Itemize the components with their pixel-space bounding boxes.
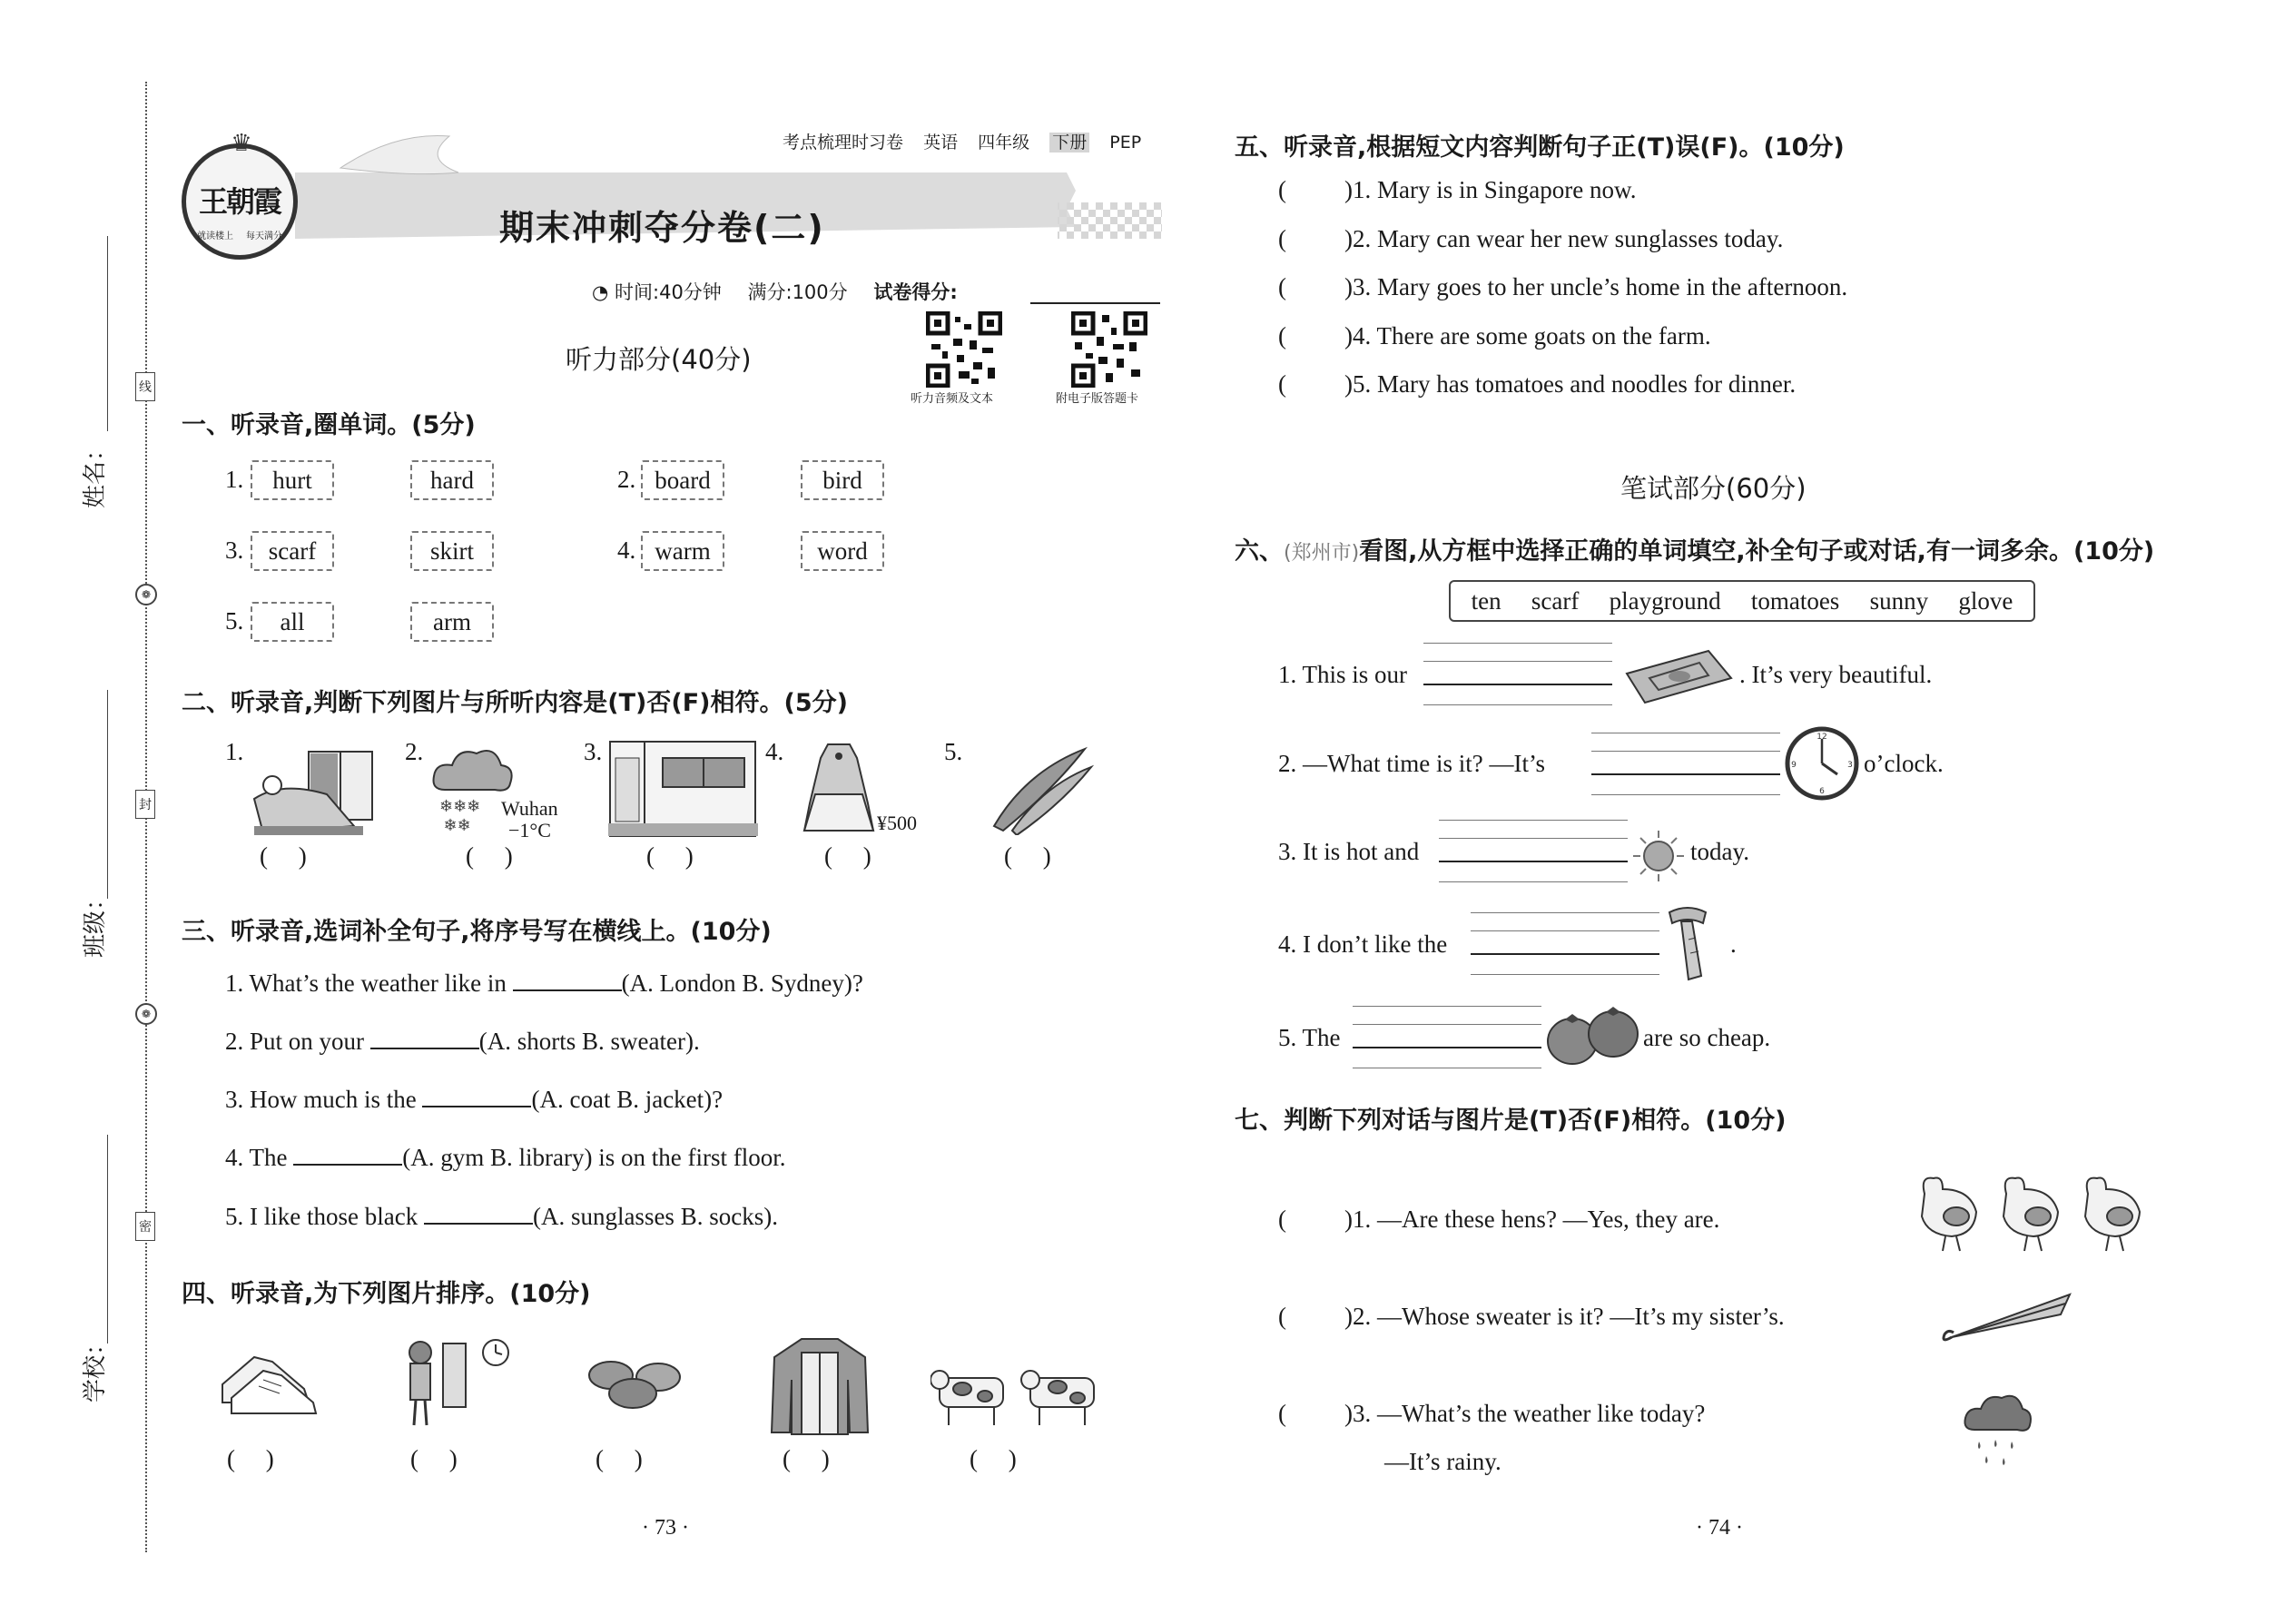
s6-guide-line bbox=[1471, 930, 1659, 931]
s7-paren-close-3: ) bbox=[1344, 1400, 1353, 1427]
margin-line-top bbox=[107, 236, 108, 431]
logo-slogan-left: 就读楼上 bbox=[197, 231, 233, 241]
s6-answer-line-4[interactable] bbox=[1471, 953, 1659, 955]
s3-item-2-before: 2. Put on your bbox=[225, 1028, 365, 1055]
s3-item-3 bbox=[225, 1086, 723, 1114]
s5-text-4: 4. There are some goats on the farm. bbox=[1353, 322, 1711, 349]
s6-title-post: 看图,从方框中选择正确的单词填空,补全句子或对话,有一词多余。(10分) bbox=[1359, 537, 2155, 566]
s1-word-hurt[interactable]: hurt bbox=[251, 460, 334, 500]
time-label: 时间:40分钟 bbox=[615, 281, 722, 303]
s6-guide-line bbox=[1439, 838, 1628, 839]
s6-guide-line bbox=[1423, 643, 1612, 644]
s5-paren-3[interactable]: ( bbox=[1278, 273, 1286, 300]
page-title: 期末冲刺夺分卷(二) bbox=[499, 208, 825, 248]
s6-title-region: (郑州市) bbox=[1284, 542, 1360, 565]
logo-text: 王朝霞 bbox=[198, 184, 281, 219]
s6-guide-line bbox=[1471, 912, 1659, 913]
s6-title bbox=[1235, 531, 2154, 566]
s5-text-3: 3. Mary goes to her uncle’s home in the afternoon. bbox=[1353, 273, 1848, 300]
s2-num-3: 3. bbox=[584, 738, 603, 765]
header-meta bbox=[783, 129, 1141, 153]
s7-paren-1[interactable]: ( bbox=[1278, 1206, 1286, 1233]
grade-label: 四年级 bbox=[978, 133, 1030, 153]
s2-num-4: 4. bbox=[765, 738, 784, 765]
volume-label: 下册 bbox=[1049, 133, 1089, 153]
s1-num-2: 2. bbox=[617, 466, 636, 493]
s6-item-3-after: today. bbox=[1690, 838, 1749, 865]
room-icon bbox=[608, 740, 758, 840]
series-label: 考点梳理时习卷 bbox=[783, 133, 904, 153]
clock-icon bbox=[1785, 726, 1859, 801]
s3-item-5-after: (A. sunglasses B. socks). bbox=[532, 1203, 778, 1230]
s6-item-5-after: are so cheap. bbox=[1643, 1024, 1771, 1051]
logo-slogan-right: 每天满分 bbox=[246, 231, 282, 241]
s7-item-3 bbox=[1278, 1400, 1705, 1428]
s5-paren-1[interactable]: ( bbox=[1278, 176, 1286, 203]
s1-word-arm[interactable]: arm bbox=[410, 602, 494, 642]
s1-num-5: 5. bbox=[225, 607, 244, 635]
s1-word-scarf[interactable]: scarf bbox=[251, 531, 334, 571]
jacket-icon bbox=[770, 1334, 870, 1439]
word-bank-ten: ten bbox=[1471, 586, 1501, 615]
s6-guide-line bbox=[1591, 794, 1780, 795]
rain-cloud-icon bbox=[1961, 1389, 2033, 1475]
s2-num-1: 1. bbox=[225, 738, 244, 765]
sun-icon bbox=[1630, 828, 1687, 884]
word-bank-scarf: scarf bbox=[1531, 586, 1580, 615]
s3-blank-4[interactable] bbox=[293, 1164, 402, 1166]
cows-icon bbox=[930, 1362, 1112, 1430]
s7-text-2: 2. —Whose sweater is it? —It’s my sister’s. bbox=[1353, 1303, 1785, 1330]
s3-item-2 bbox=[225, 1028, 700, 1056]
s6-item-3-before: 3. It is hot and bbox=[1278, 838, 1420, 865]
cut-mark-3: 密 bbox=[135, 1212, 155, 1241]
qr-code-audio-icon[interactable] bbox=[926, 311, 1002, 388]
s1-word-word[interactable]: word bbox=[801, 531, 884, 571]
playground-icon bbox=[1618, 646, 1734, 704]
svg-text:6: 6 bbox=[1819, 787, 1825, 796]
word-bank-playground: playground bbox=[1609, 586, 1721, 615]
s5-paren-2[interactable]: ( bbox=[1278, 225, 1286, 252]
s3-item-3-before: 3. How much is the bbox=[225, 1086, 417, 1113]
s4-paren-4[interactable]: ( ) bbox=[783, 1445, 830, 1472]
s1-num-1: 1. bbox=[225, 466, 244, 493]
s6-answer-line-2[interactable] bbox=[1591, 773, 1780, 775]
s5-title: 五、听录音,根据短文内容判断句子正(T)误(F)。(10分) bbox=[1235, 133, 1845, 162]
s2-paren-3[interactable]: ( ) bbox=[646, 842, 694, 870]
s6-guide-line bbox=[1439, 820, 1628, 821]
s7-item-2 bbox=[1278, 1303, 1785, 1331]
s7-paren-close-1: ) bbox=[1344, 1206, 1353, 1233]
s5-text-1: 1. Mary is in Singapore now. bbox=[1353, 176, 1637, 203]
s7-title: 七、判断下列对话与图片是(T)否(F)相符。(10分) bbox=[1235, 1107, 1787, 1135]
subject-label: 英语 bbox=[923, 133, 959, 153]
s5-item-2 bbox=[1278, 225, 1783, 253]
girl-clock-icon bbox=[398, 1334, 516, 1430]
s6-guide-line bbox=[1353, 1006, 1541, 1007]
green-beans-icon bbox=[989, 744, 1094, 835]
s3-item-4 bbox=[225, 1144, 785, 1172]
s1-title: 一、听录音,圈单词。(5分) bbox=[182, 411, 476, 439]
s3-item-4-before: 4. The bbox=[225, 1144, 288, 1171]
margin-line-bottom bbox=[107, 1135, 108, 1343]
s2-num-2: 2. bbox=[405, 738, 424, 765]
bed-sleeping-icon bbox=[245, 744, 381, 840]
s1-num-4: 4. bbox=[617, 536, 636, 564]
svg-text:12: 12 bbox=[1816, 733, 1827, 742]
s3-title: 三、听录音,选词补全句子,将序号写在横线上。(10分) bbox=[182, 918, 772, 946]
s6-item-5-before: 5. The bbox=[1278, 1024, 1341, 1051]
s5-paren-close-4: ) bbox=[1344, 322, 1353, 349]
s6-guide-line bbox=[1423, 704, 1612, 705]
s5-paren-close-2: ) bbox=[1344, 225, 1353, 252]
qr-code-answer-icon[interactable] bbox=[1071, 311, 1147, 388]
s5-paren-5[interactable]: ( bbox=[1278, 370, 1286, 398]
svg-text:3: 3 bbox=[1847, 761, 1853, 770]
s1-num-3: 3. bbox=[225, 536, 244, 564]
s2-num-5: 5. bbox=[944, 738, 963, 765]
s3-blank-2[interactable] bbox=[370, 1048, 479, 1049]
edition-label: PEP bbox=[1109, 133, 1142, 153]
timer-icon: ◔ bbox=[592, 281, 609, 303]
s5-paren-close-1: ) bbox=[1344, 176, 1353, 203]
s1-word-board[interactable]: board bbox=[641, 460, 724, 500]
word-bank-sunny: sunny bbox=[1869, 586, 1929, 615]
sneakers-icon bbox=[218, 1339, 318, 1416]
s6-answer-line-5[interactable] bbox=[1353, 1047, 1541, 1048]
s4-paren-1[interactable]: ( ) bbox=[227, 1445, 274, 1472]
umbrella-icon bbox=[1934, 1287, 2079, 1351]
s7-text-1: 1. —Are these hens? —Yes, they are. bbox=[1353, 1206, 1720, 1233]
s3-blank-3[interactable] bbox=[422, 1106, 531, 1107]
cut-mark-2: 封 bbox=[135, 790, 155, 819]
s6-guide-line bbox=[1471, 974, 1659, 975]
s1-word-hard[interactable]: hard bbox=[410, 460, 494, 500]
dress-icon bbox=[802, 740, 875, 840]
margin-line-mid bbox=[107, 690, 108, 899]
exam-info bbox=[592, 278, 958, 305]
s7-paren-3[interactable]: ( bbox=[1278, 1400, 1286, 1427]
s3-item-5-before: 5. I like those black bbox=[225, 1203, 418, 1230]
crown-icon: ♛ bbox=[231, 130, 252, 156]
s2-title: 二、听录音,判断下列图片与所听内容是(T)否(F)相符。(5分) bbox=[182, 689, 848, 717]
page-number-left: · 73 · bbox=[642, 1516, 689, 1540]
s3-item-1-before: 1. What’s the weather like in bbox=[225, 969, 507, 997]
s6-item-1-after: . It’s very beautiful. bbox=[1739, 661, 1933, 688]
s2-temp: −1°C bbox=[508, 819, 551, 842]
s6-item-4-after: . bbox=[1730, 930, 1737, 958]
s5-item-4 bbox=[1278, 322, 1711, 350]
full-score-label: 满分:100分 bbox=[747, 281, 848, 303]
s5-text-5: 5. Mary has tomatoes and noodles for dinner. bbox=[1353, 370, 1797, 398]
s3-item-2-after: (A. shorts B. sweater). bbox=[478, 1028, 700, 1055]
snowflake-icon: ❄❄❄ ❄❄ bbox=[439, 797, 481, 834]
listening-heading: 听力部分(40分) bbox=[566, 344, 752, 375]
svg-text:9: 9 bbox=[1791, 761, 1797, 770]
s6-item-2-after: o’clock. bbox=[1864, 750, 1944, 777]
scarf-icon bbox=[1665, 903, 1710, 983]
hens-icon bbox=[1911, 1171, 2165, 1257]
s2-paren-2[interactable]: ( ) bbox=[466, 842, 513, 870]
name-label: 姓名： bbox=[82, 437, 109, 508]
snow-cloud-icon bbox=[427, 740, 517, 799]
s1-word-warm[interactable]: warm bbox=[641, 531, 724, 571]
written-heading: 笔试部分(60分) bbox=[1620, 473, 1807, 504]
s6-item-4-before: 4. I don’t like the bbox=[1278, 930, 1448, 958]
s2-paren-1[interactable]: ( ) bbox=[260, 842, 307, 870]
s2-city: Wuhan bbox=[501, 797, 558, 820]
s1-word-bird[interactable]: bird bbox=[801, 460, 884, 500]
s4-paren-2[interactable]: ( ) bbox=[410, 1445, 458, 1472]
s5-paren-close-3: ) bbox=[1344, 273, 1353, 300]
s2-paren-5[interactable]: ( ) bbox=[1004, 842, 1051, 870]
school-label: 学校： bbox=[82, 1331, 109, 1403]
s1-word-skirt[interactable]: skirt bbox=[410, 531, 494, 571]
s5-item-3 bbox=[1278, 273, 1847, 301]
s6-guide-line bbox=[1591, 751, 1780, 752]
word-bank-glove: glove bbox=[1958, 586, 2013, 615]
s5-paren-close-5: ) bbox=[1344, 370, 1353, 398]
s6-item-1-before: 1. This is our bbox=[1278, 661, 1408, 688]
s6-answer-line-3[interactable] bbox=[1439, 861, 1628, 862]
s6-guide-line bbox=[1423, 661, 1612, 662]
s3-item-4-after: (A. gym B. library) is on the first floor. bbox=[402, 1144, 786, 1171]
s3-blank-1[interactable] bbox=[513, 989, 622, 991]
s3-item-1-after: (A. London B. Sydney)? bbox=[621, 969, 863, 997]
qr2-caption: 附电子版答题卡 bbox=[1056, 392, 1139, 406]
cut-gear-icon: ❁ bbox=[135, 1003, 157, 1025]
s5-item-1 bbox=[1278, 176, 1636, 204]
s7-paren-close-2: ) bbox=[1344, 1303, 1353, 1330]
s4-title: 四、听录音,为下列图片排序。(10分) bbox=[182, 1280, 591, 1308]
s6-guide-line bbox=[1439, 881, 1628, 882]
s3-item-5 bbox=[225, 1203, 778, 1231]
s7-item-3-line2: —It’s rainy. bbox=[1384, 1448, 1501, 1475]
potatoes-icon bbox=[586, 1357, 685, 1412]
s5-item-5 bbox=[1278, 370, 1796, 399]
s1-word-all[interactable]: all bbox=[251, 602, 334, 642]
s6-answer-line-1[interactable] bbox=[1423, 684, 1612, 685]
word-bank-box bbox=[1449, 580, 2035, 622]
s7-text-3: 3. —What’s the weather like today? bbox=[1353, 1400, 1706, 1427]
s4-paren-5[interactable]: ( ) bbox=[970, 1445, 1017, 1472]
s2-price: ¥500 bbox=[877, 812, 917, 834]
s3-item-3-after: (A. coat B. jacket)? bbox=[531, 1086, 724, 1113]
tomatoes-icon bbox=[1545, 1005, 1643, 1068]
s7-paren-2[interactable]: ( bbox=[1278, 1303, 1286, 1330]
s6-title-pre: 六、 bbox=[1235, 537, 1284, 566]
logo-emblem bbox=[182, 130, 298, 260]
s3-blank-5[interactable] bbox=[424, 1223, 533, 1225]
score-field[interactable] bbox=[1030, 302, 1160, 304]
s3-item-1 bbox=[225, 969, 863, 998]
score-label: 试卷得分: bbox=[873, 281, 958, 303]
s7-item-1 bbox=[1278, 1206, 1719, 1234]
cut-gear-icon: ❁ bbox=[135, 584, 157, 605]
s2-paren-4[interactable]: ( ) bbox=[824, 842, 871, 870]
s4-paren-3[interactable]: ( ) bbox=[596, 1445, 643, 1472]
cut-mark-1: 线 bbox=[135, 372, 155, 401]
s5-text-2: 2. Mary can wear her new sunglasses today. bbox=[1353, 225, 1784, 252]
page-number-right: · 74 · bbox=[1696, 1516, 1743, 1540]
word-bank-tomatoes: tomatoes bbox=[1750, 586, 1840, 615]
qr1-caption: 听力音频及文本 bbox=[911, 392, 994, 406]
s6-item-2-before: 2. —What time is it? —It’s bbox=[1278, 750, 1545, 777]
class-label: 班级： bbox=[82, 886, 109, 958]
s5-paren-4[interactable]: ( bbox=[1278, 322, 1286, 349]
s6-guide-line bbox=[1353, 1024, 1541, 1025]
